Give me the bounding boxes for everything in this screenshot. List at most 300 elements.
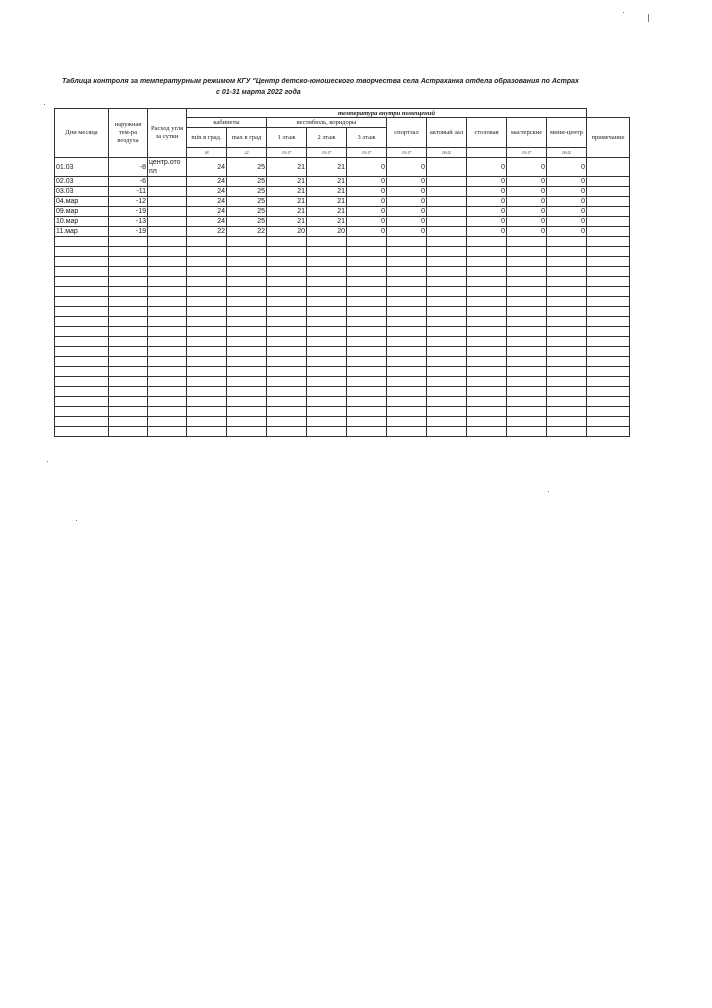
norm-assembly-hall: 18-22 xyxy=(427,148,467,158)
empty-row xyxy=(55,427,630,437)
empty-cell xyxy=(547,257,587,267)
empty-cell xyxy=(387,367,427,377)
empty-cell xyxy=(307,367,347,377)
empty-cell xyxy=(109,407,148,417)
empty-cell xyxy=(507,397,547,407)
empty-cell xyxy=(227,297,267,307)
cell-assembly-hall xyxy=(427,227,467,237)
header-notes: примечание xyxy=(587,118,630,158)
empty-cell xyxy=(307,427,347,437)
cell-floor-3: 0 xyxy=(347,177,387,187)
header-floor-1: 1 этаж xyxy=(267,128,307,148)
cell-min: 24 xyxy=(187,187,227,197)
empty-cell xyxy=(587,337,630,347)
cell-mini-center: 0 xyxy=(547,177,587,187)
header-min: min в град. xyxy=(187,128,227,148)
empty-cell xyxy=(187,367,227,377)
empty-cell xyxy=(547,297,587,307)
empty-cell xyxy=(347,407,387,417)
empty-cell xyxy=(427,427,467,437)
empty-cell xyxy=(467,297,507,307)
cell-floor-2: 21 xyxy=(307,207,347,217)
empty-cell xyxy=(547,397,587,407)
header-cabinets: кабинеты xyxy=(187,118,267,128)
empty-cell xyxy=(227,317,267,327)
empty-cell xyxy=(55,327,109,337)
cell-min: 24 xyxy=(187,197,227,207)
empty-cell xyxy=(109,287,148,297)
empty-cell xyxy=(227,287,267,297)
empty-cell xyxy=(148,407,187,417)
cell-day: 04.мар xyxy=(55,197,109,207)
empty-cell xyxy=(148,427,187,437)
cell-day: 11.мар xyxy=(55,227,109,237)
cell-gym: 0 xyxy=(387,177,427,187)
cell-gym: 0 xyxy=(387,217,427,227)
empty-cell xyxy=(387,377,427,387)
cell-outside-temp: -8 xyxy=(109,158,148,177)
empty-cell xyxy=(587,257,630,267)
table-row xyxy=(55,227,630,237)
scan-speck xyxy=(47,461,48,462)
cell-gym: 0 xyxy=(387,207,427,217)
empty-cell xyxy=(427,247,467,257)
empty-cell xyxy=(307,247,347,257)
cell-coal-usage: центр.ото пл xyxy=(148,158,187,177)
empty-cell xyxy=(187,277,227,287)
empty-cell xyxy=(587,347,630,357)
empty-cell xyxy=(427,407,467,417)
empty-row xyxy=(55,317,630,327)
cell-dining: 0 xyxy=(467,207,507,217)
empty-cell xyxy=(148,287,187,297)
empty-cell xyxy=(547,407,587,417)
empty-cell xyxy=(427,387,467,397)
cell-mini-center: 0 xyxy=(547,158,587,177)
empty-cell xyxy=(587,397,630,407)
cell-max: 25 xyxy=(227,187,267,197)
empty-cell xyxy=(55,387,109,397)
cell-floor-2: 21 xyxy=(307,197,347,207)
empty-cell xyxy=(148,337,187,347)
empty-cell xyxy=(587,367,630,377)
cell-outside-temp: -11 xyxy=(109,187,148,197)
empty-cell xyxy=(148,417,187,427)
empty-cell xyxy=(547,367,587,377)
empty-cell xyxy=(267,267,307,277)
table-row xyxy=(55,217,630,227)
cell-assembly-hall xyxy=(427,158,467,177)
cell-workshops: 0 xyxy=(507,197,547,207)
norm-floor-3: 15-17 xyxy=(347,148,387,158)
empty-cell xyxy=(587,327,630,337)
empty-cell xyxy=(467,317,507,327)
empty-cell xyxy=(587,237,630,247)
empty-cell xyxy=(507,247,547,257)
empty-cell xyxy=(427,287,467,297)
empty-cell xyxy=(187,257,227,267)
cell-floor-1: 21 xyxy=(267,197,307,207)
empty-cell xyxy=(109,367,148,377)
empty-cell xyxy=(387,237,427,247)
empty-cell xyxy=(307,317,347,327)
empty-cell xyxy=(227,377,267,387)
cell-mini-center: 0 xyxy=(547,227,587,237)
empty-cell xyxy=(547,277,587,287)
empty-cell xyxy=(187,307,227,317)
empty-cell xyxy=(387,257,427,267)
empty-cell xyxy=(187,337,227,347)
empty-cell xyxy=(55,297,109,307)
empty-cell xyxy=(267,347,307,357)
empty-row xyxy=(55,407,630,417)
empty-cell xyxy=(307,347,347,357)
cell-floor-1: 21 xyxy=(267,207,307,217)
empty-row xyxy=(55,277,630,287)
empty-cell xyxy=(387,247,427,257)
empty-cell xyxy=(507,377,547,387)
cell-max: 22 xyxy=(227,227,267,237)
empty-cell xyxy=(307,307,347,317)
empty-cell xyxy=(148,367,187,377)
empty-cell xyxy=(427,377,467,387)
cell-outside-temp: -19 xyxy=(109,207,148,217)
empty-cell xyxy=(267,247,307,257)
cell-mini-center: 0 xyxy=(547,197,587,207)
cell-min: 24 xyxy=(187,217,227,227)
empty-cell xyxy=(587,307,630,317)
empty-cell xyxy=(587,277,630,287)
cell-coal-usage xyxy=(148,177,187,187)
empty-cell xyxy=(427,297,467,307)
empty-cell xyxy=(267,277,307,287)
empty-cell xyxy=(227,237,267,247)
empty-cell xyxy=(387,407,427,417)
norm-gym: 15-17 xyxy=(387,148,427,158)
empty-cell xyxy=(587,427,630,437)
empty-cell xyxy=(467,367,507,377)
header-blank xyxy=(587,109,630,118)
cell-max: 25 xyxy=(227,177,267,187)
empty-cell xyxy=(148,357,187,367)
empty-cell xyxy=(148,317,187,327)
empty-cell xyxy=(427,347,467,357)
empty-cell xyxy=(109,347,148,357)
empty-cell xyxy=(187,347,227,357)
empty-cell xyxy=(347,397,387,407)
cell-notes xyxy=(587,217,630,227)
cell-workshops: 0 xyxy=(507,158,547,177)
empty-cell xyxy=(109,277,148,287)
empty-cell xyxy=(55,367,109,377)
cell-coal-usage xyxy=(148,207,187,217)
cell-max: 25 xyxy=(227,207,267,217)
empty-cell xyxy=(148,267,187,277)
header-mini-center: мини-центр xyxy=(547,118,587,148)
cell-floor-1: 21 xyxy=(267,158,307,177)
cell-gym: 0 xyxy=(387,158,427,177)
empty-row xyxy=(55,237,630,247)
empty-cell xyxy=(307,237,347,247)
cell-floor-3: 0 xyxy=(347,217,387,227)
empty-cell xyxy=(307,397,347,407)
empty-cell xyxy=(187,327,227,337)
empty-cell xyxy=(587,317,630,327)
document-period: с 01-31 марта 2022 года xyxy=(216,89,301,96)
empty-cell xyxy=(387,347,427,357)
empty-cell xyxy=(267,377,307,387)
empty-cell xyxy=(387,327,427,337)
empty-cell xyxy=(227,307,267,317)
cell-coal-usage xyxy=(148,197,187,207)
empty-cell xyxy=(507,257,547,267)
empty-cell xyxy=(547,417,587,427)
empty-cell xyxy=(267,417,307,427)
header-outside-temp: наружная тем-ра воздуха xyxy=(109,109,148,158)
cell-floor-1: 21 xyxy=(267,177,307,187)
norm-dining xyxy=(467,148,507,158)
empty-cell xyxy=(467,347,507,357)
empty-cell xyxy=(148,397,187,407)
empty-cell xyxy=(267,257,307,267)
empty-cell xyxy=(347,277,387,287)
empty-cell xyxy=(467,397,507,407)
header-workshops: мастерские xyxy=(507,118,547,148)
cell-day: 02.03 xyxy=(55,177,109,187)
empty-cell xyxy=(587,247,630,257)
empty-cell xyxy=(148,237,187,247)
empty-cell xyxy=(387,287,427,297)
header-assembly-hall: актовый зал xyxy=(427,118,467,148)
empty-cell xyxy=(427,397,467,407)
cell-workshops: 0 xyxy=(507,217,547,227)
table-row xyxy=(55,207,630,217)
table-row xyxy=(55,158,630,177)
norm-min: 18 xyxy=(187,148,227,158)
empty-cell xyxy=(507,267,547,277)
cell-notes xyxy=(587,197,630,207)
empty-cell xyxy=(507,277,547,287)
empty-cell xyxy=(148,387,187,397)
empty-cell xyxy=(507,337,547,347)
cell-assembly-hall xyxy=(427,187,467,197)
empty-cell xyxy=(227,347,267,357)
empty-cell xyxy=(427,367,467,377)
empty-cell xyxy=(109,387,148,397)
empty-cell xyxy=(347,327,387,337)
norm-floor-2: 15-17 xyxy=(307,148,347,158)
empty-cell xyxy=(347,257,387,267)
cell-workshops: 0 xyxy=(507,227,547,237)
cell-outside-temp: -6 xyxy=(109,177,148,187)
cell-min: 24 xyxy=(187,158,227,177)
empty-cell xyxy=(547,357,587,367)
empty-cell xyxy=(227,407,267,417)
cell-assembly-hall xyxy=(427,217,467,227)
empty-cell xyxy=(547,237,587,247)
cell-floor-1: 20 xyxy=(267,227,307,237)
empty-cell xyxy=(307,357,347,367)
empty-cell xyxy=(347,297,387,307)
empty-cell xyxy=(109,377,148,387)
empty-cell xyxy=(387,297,427,307)
cell-dining: 0 xyxy=(467,197,507,207)
empty-cell xyxy=(467,257,507,267)
cell-floor-2: 21 xyxy=(307,187,347,197)
empty-cell xyxy=(347,237,387,247)
empty-cell xyxy=(109,397,148,407)
empty-cell xyxy=(547,347,587,357)
empty-cell xyxy=(227,247,267,257)
empty-row xyxy=(55,247,630,257)
empty-cell xyxy=(467,247,507,257)
empty-cell xyxy=(387,417,427,427)
cell-gym: 0 xyxy=(387,227,427,237)
empty-cell xyxy=(427,267,467,277)
empty-cell xyxy=(187,407,227,417)
empty-cell xyxy=(387,397,427,407)
cell-max: 25 xyxy=(227,197,267,207)
temperature-control-table xyxy=(54,108,630,437)
empty-cell xyxy=(109,357,148,367)
cell-floor-1: 21 xyxy=(267,217,307,227)
cell-notes xyxy=(587,158,630,177)
table-row xyxy=(55,177,630,187)
scan-speck xyxy=(76,520,77,521)
empty-cell xyxy=(148,307,187,317)
empty-cell xyxy=(267,387,307,397)
empty-cell xyxy=(467,277,507,287)
empty-row xyxy=(55,387,630,397)
empty-row xyxy=(55,327,630,337)
cell-floor-1: 21 xyxy=(267,187,307,197)
empty-cell xyxy=(267,367,307,377)
empty-cell xyxy=(587,287,630,297)
cell-dining: 0 xyxy=(467,158,507,177)
empty-cell xyxy=(227,337,267,347)
empty-cell xyxy=(547,287,587,297)
cell-workshops: 0 xyxy=(507,187,547,197)
empty-cell xyxy=(267,327,307,337)
cell-notes xyxy=(587,177,630,187)
empty-cell xyxy=(547,247,587,257)
empty-cell xyxy=(347,307,387,317)
cell-min: 24 xyxy=(187,207,227,217)
empty-cell xyxy=(267,357,307,367)
header-inside-temperature: температура внутри помещений xyxy=(187,109,587,118)
empty-row xyxy=(55,417,630,427)
norm-floor-1: 15-17 xyxy=(267,148,307,158)
empty-cell xyxy=(467,427,507,437)
empty-cell xyxy=(55,377,109,387)
empty-cell xyxy=(267,397,307,407)
empty-cell xyxy=(427,327,467,337)
empty-row xyxy=(55,337,630,347)
empty-cell xyxy=(387,427,427,437)
empty-cell xyxy=(467,407,507,417)
empty-cell xyxy=(55,287,109,297)
empty-cell xyxy=(427,257,467,267)
empty-cell xyxy=(347,387,387,397)
empty-cell xyxy=(547,387,587,397)
cell-notes xyxy=(587,227,630,237)
empty-cell xyxy=(227,357,267,367)
empty-cell xyxy=(148,297,187,307)
empty-cell xyxy=(109,257,148,267)
empty-cell xyxy=(227,327,267,337)
cell-max: 25 xyxy=(227,217,267,227)
empty-cell xyxy=(587,357,630,367)
norm-max: 22 xyxy=(227,148,267,158)
empty-cell xyxy=(187,377,227,387)
cell-dining: 0 xyxy=(467,177,507,187)
empty-cell xyxy=(227,427,267,437)
empty-cell xyxy=(347,287,387,297)
empty-cell xyxy=(467,357,507,367)
empty-cell xyxy=(587,267,630,277)
empty-cell xyxy=(507,297,547,307)
empty-cell xyxy=(307,387,347,397)
empty-cell xyxy=(307,417,347,427)
cell-outside-temp: -13 xyxy=(109,217,148,227)
empty-cell xyxy=(467,267,507,277)
header-floor-2: 2 этаж xyxy=(307,128,347,148)
empty-cell xyxy=(227,397,267,407)
empty-cell xyxy=(148,257,187,267)
empty-cell xyxy=(467,387,507,397)
empty-cell xyxy=(55,317,109,327)
empty-cell xyxy=(109,417,148,427)
empty-cell xyxy=(55,347,109,357)
empty-cell xyxy=(387,357,427,367)
empty-cell xyxy=(427,357,467,367)
empty-cell xyxy=(347,347,387,357)
empty-row xyxy=(55,367,630,377)
empty-row xyxy=(55,347,630,357)
empty-cell xyxy=(109,427,148,437)
empty-cell xyxy=(187,387,227,397)
empty-cell xyxy=(587,417,630,427)
cell-day: 09.мар xyxy=(55,207,109,217)
empty-cell xyxy=(467,327,507,337)
empty-cell xyxy=(427,317,467,327)
empty-cell xyxy=(467,417,507,427)
cell-mini-center: 0 xyxy=(547,207,587,217)
empty-cell xyxy=(507,307,547,317)
empty-cell xyxy=(187,237,227,247)
empty-cell xyxy=(587,297,630,307)
empty-cell xyxy=(187,317,227,327)
empty-cell xyxy=(267,407,307,417)
empty-cell xyxy=(227,387,267,397)
empty-row xyxy=(55,297,630,307)
empty-cell xyxy=(427,277,467,287)
empty-cell xyxy=(587,387,630,397)
table-row xyxy=(55,187,630,197)
empty-cell xyxy=(55,417,109,427)
empty-cell xyxy=(387,307,427,317)
scan-speck xyxy=(623,12,624,13)
empty-cell xyxy=(347,427,387,437)
empty-cell xyxy=(347,267,387,277)
cell-floor-2: 20 xyxy=(307,227,347,237)
header-gym: спортзал xyxy=(387,118,427,148)
scan-speck xyxy=(648,14,649,22)
empty-cell xyxy=(187,297,227,307)
cell-notes xyxy=(587,207,630,217)
cell-floor-2: 21 xyxy=(307,177,347,187)
empty-cell xyxy=(227,417,267,427)
